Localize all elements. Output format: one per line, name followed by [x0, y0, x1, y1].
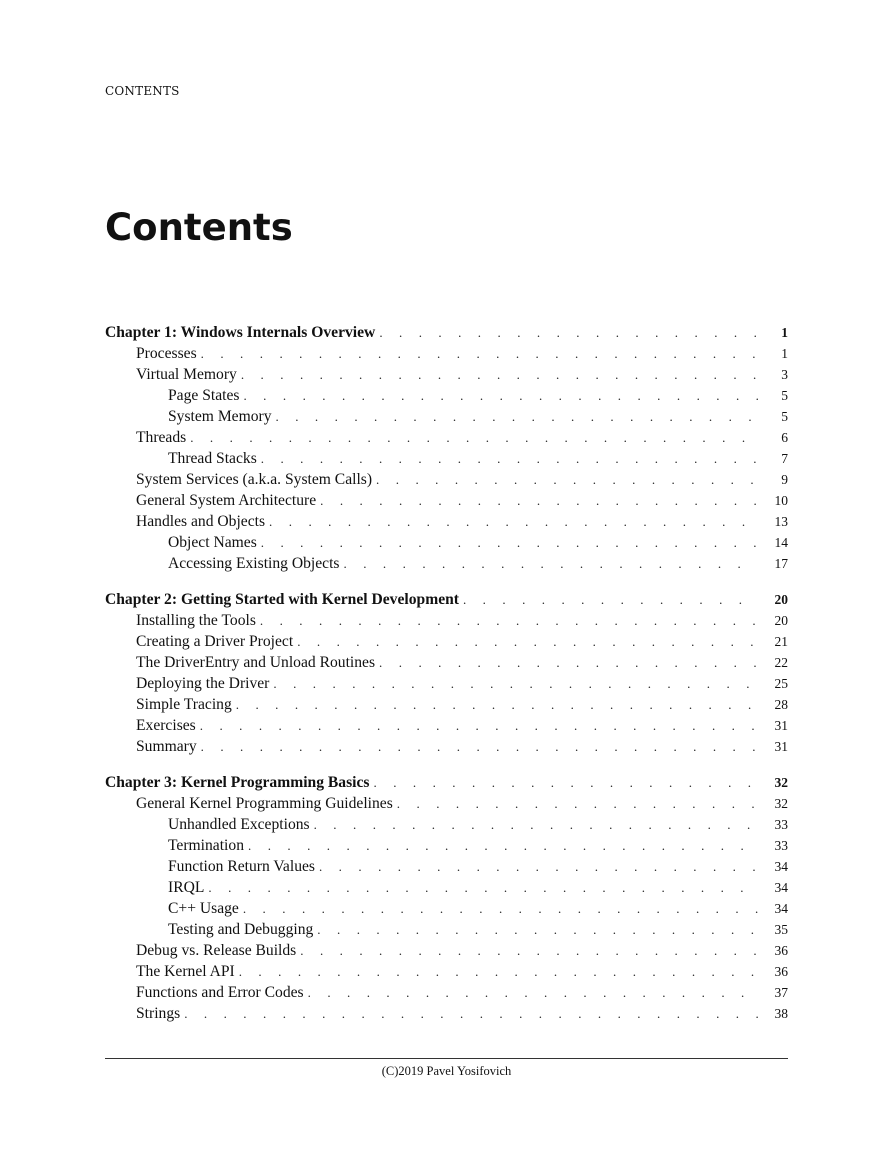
dot-leader	[374, 772, 759, 793]
toc-section-entry[interactable]	[105, 694, 788, 715]
toc-page-number[interactable]: 20	[774, 613, 788, 628]
toc-page-number[interactable]: 5	[781, 388, 788, 403]
dot-leader	[397, 793, 758, 814]
toc-entry-title[interactable]: System Memory	[168, 408, 272, 425]
toc-section-entry[interactable]	[105, 673, 788, 694]
dot-leader	[379, 652, 758, 673]
dot-leader	[317, 919, 758, 940]
toc-subsection-entry[interactable]	[105, 835, 788, 856]
toc-subsection-entry[interactable]	[105, 532, 788, 553]
toc-page-number[interactable]: 17	[774, 556, 788, 571]
toc-entry-title[interactable]: General Kernel Programming Guidelines	[136, 795, 393, 812]
toc-subsection-entry[interactable]	[105, 856, 788, 877]
toc-entry-title[interactable]: Creating a Driver Project	[136, 633, 294, 650]
dot-leader	[463, 589, 758, 610]
dot-leader	[248, 835, 758, 856]
toc-section-entry[interactable]	[105, 736, 788, 757]
dot-leader	[201, 736, 758, 757]
toc-page-number[interactable]: 7	[781, 451, 788, 466]
dot-leader	[200, 715, 758, 736]
toc-page-number[interactable]: 36	[774, 943, 788, 958]
toc-entry-title[interactable]: Thread Stacks	[168, 450, 257, 467]
toc-entry-title[interactable]: The Kernel API	[136, 963, 235, 980]
toc-section-entry[interactable]	[105, 511, 788, 532]
dot-leader	[376, 469, 758, 490]
dot-leader	[243, 385, 758, 406]
toc-entry-title[interactable]: Chapter 3: Kernel Programming Basics	[105, 774, 370, 791]
toc-entry-title[interactable]: IRQL	[168, 879, 205, 896]
toc-page-number[interactable]: 6	[781, 430, 788, 445]
toc-entry-title[interactable]: Virtual Memory	[136, 366, 237, 383]
dot-leader	[320, 490, 758, 511]
dot-leader	[236, 694, 758, 715]
toc-entry-title[interactable]: Page States	[168, 387, 240, 404]
toc-page-number[interactable]: 21	[774, 634, 788, 649]
toc-subsection-entry[interactable]	[105, 898, 788, 919]
toc-page-number[interactable]: 34	[774, 859, 788, 874]
dot-leader	[261, 448, 758, 469]
dot-leader	[239, 961, 758, 982]
toc-page-number[interactable]: 22	[774, 655, 788, 670]
dot-leader	[379, 322, 758, 343]
toc-section-entry[interactable]	[105, 490, 788, 511]
toc-entry-title[interactable]: Function Return Values	[168, 858, 315, 875]
dot-leader	[190, 427, 758, 448]
dot-leader	[261, 532, 758, 553]
toc-page-number[interactable]: 20	[774, 592, 788, 607]
toc-section-entry[interactable]	[105, 427, 788, 448]
toc-page-number[interactable]: 38	[774, 1006, 788, 1021]
toc-subsection-entry[interactable]	[105, 448, 788, 469]
page-title: Contents	[105, 206, 293, 249]
dot-leader	[314, 814, 758, 835]
toc-subsection-entry[interactable]	[105, 385, 788, 406]
toc-entry-title[interactable]: Unhandled Exceptions	[168, 816, 310, 833]
toc-subsection-entry[interactable]	[105, 406, 788, 427]
toc-subsection-entry[interactable]	[105, 814, 788, 835]
toc-entry-title[interactable]: Debug vs. Release Builds	[136, 942, 297, 959]
toc-entry-title[interactable]: Accessing Existing Objects	[168, 555, 340, 572]
toc-entry-title[interactable]: C++ Usage	[168, 900, 239, 917]
dot-leader	[276, 406, 758, 427]
toc-page-number[interactable]: 25	[774, 676, 788, 691]
toc-entry-title[interactable]: Exercises	[136, 717, 196, 734]
toc-entry-title[interactable]: Deploying the Driver	[136, 675, 270, 692]
toc-page-number[interactable]: 33	[774, 838, 788, 853]
toc-page-number[interactable]: 34	[774, 880, 788, 895]
dot-leader	[297, 631, 758, 652]
toc-entry-title[interactable]: Functions and Error Codes	[136, 984, 304, 1001]
toc-section-entry[interactable]	[105, 469, 788, 490]
dot-leader	[319, 856, 758, 877]
toc-section-entry[interactable]	[105, 793, 788, 814]
dot-leader	[241, 364, 758, 385]
footer-copyright: (C)2019 Pavel Yosifovich	[381, 1064, 512, 1078]
toc-entry-title[interactable]: Installing the Tools	[136, 612, 256, 629]
toc-page-number[interactable]: 33	[774, 817, 788, 832]
toc-entry-title[interactable]: Summary	[136, 738, 197, 755]
toc-section-entry[interactable]	[105, 1003, 788, 1024]
toc-page-number[interactable]: 31	[774, 718, 788, 733]
toc-section-entry[interactable]	[105, 610, 788, 631]
toc-chapter-entry[interactable]	[105, 772, 788, 793]
toc-page-number[interactable]: 10	[774, 493, 788, 508]
toc-section-entry[interactable]	[105, 364, 788, 385]
dot-leader	[243, 898, 758, 919]
toc-section-entry[interactable]	[105, 940, 788, 961]
toc-page-number[interactable]: 14	[774, 535, 788, 550]
dot-leader	[344, 553, 758, 574]
toc-section-entry[interactable]	[105, 631, 788, 652]
dot-leader	[201, 343, 758, 364]
toc-entry-title[interactable]: The DriverEntry and Unload Routines	[136, 654, 376, 671]
toc-section-entry[interactable]	[105, 715, 788, 736]
toc-entry-title[interactable]: System Services (a.k.a. System Calls)	[136, 471, 373, 488]
toc-page-number[interactable]: 5	[781, 409, 788, 424]
toc-section-entry[interactable]	[105, 343, 788, 364]
toc-page-number[interactable]: 31	[774, 739, 788, 754]
toc-entry-title[interactable]: Chapter 2: Getting Started with Kernel Development	[105, 591, 459, 608]
toc-page-number[interactable]: 32	[774, 796, 788, 811]
toc-entry-title[interactable]: Strings	[136, 1005, 181, 1022]
toc-chapter-entry[interactable]	[105, 589, 788, 610]
toc-section-entry[interactable]	[105, 982, 788, 1003]
toc-page-number[interactable]: 3	[781, 367, 788, 382]
dot-leader	[273, 673, 758, 694]
toc-section-entry[interactable]	[105, 652, 788, 673]
dot-leader	[208, 877, 758, 898]
toc-entry-title[interactable]: Termination	[168, 837, 244, 854]
toc-page-number[interactable]: 34	[774, 901, 788, 916]
toc-page-number[interactable]: 1	[781, 325, 788, 340]
dot-leader	[269, 511, 758, 532]
toc-entry-title[interactable]: Chapter 1: Windows Internals Overview	[105, 324, 376, 341]
toc-entry-title[interactable]: Testing and Debugging	[168, 921, 314, 938]
toc-section-entry[interactable]	[105, 961, 788, 982]
dot-leader	[300, 940, 758, 961]
toc-entry-title[interactable]: Handles and Objects	[136, 513, 266, 530]
toc-page-number[interactable]: 28	[774, 697, 788, 712]
dot-leader	[184, 1003, 758, 1024]
toc-entry-title[interactable]: Simple Tracing	[136, 696, 232, 713]
table-of-contents	[105, 322, 788, 1024]
toc-entry-title[interactable]: Threads	[136, 429, 187, 446]
toc-page-number[interactable]: 36	[774, 964, 788, 979]
toc-page-number[interactable]: 37	[774, 985, 788, 1000]
toc-page-number[interactable]: 32	[774, 775, 788, 790]
running-head: CONTENTS	[105, 84, 180, 98]
toc-page-number[interactable]: 9	[781, 472, 788, 487]
toc-subsection-entry[interactable]	[105, 877, 788, 898]
dot-leader	[260, 610, 758, 631]
toc-page-number[interactable]: 1	[781, 346, 788, 361]
toc-entry-title[interactable]: General System Architecture	[136, 492, 317, 509]
toc-page-number[interactable]: 13	[774, 514, 788, 529]
toc-chapter-entry[interactable]	[105, 322, 788, 343]
toc-page-number[interactable]: 35	[774, 922, 788, 937]
dot-leader	[308, 982, 758, 1003]
toc-subsection-entry[interactable]	[105, 919, 788, 940]
toc-subsection-entry[interactable]	[105, 553, 788, 574]
footer-rule	[105, 1058, 788, 1059]
toc-entry-title[interactable]: Object Names	[168, 534, 257, 551]
toc-entry-title[interactable]: Processes	[136, 345, 197, 362]
